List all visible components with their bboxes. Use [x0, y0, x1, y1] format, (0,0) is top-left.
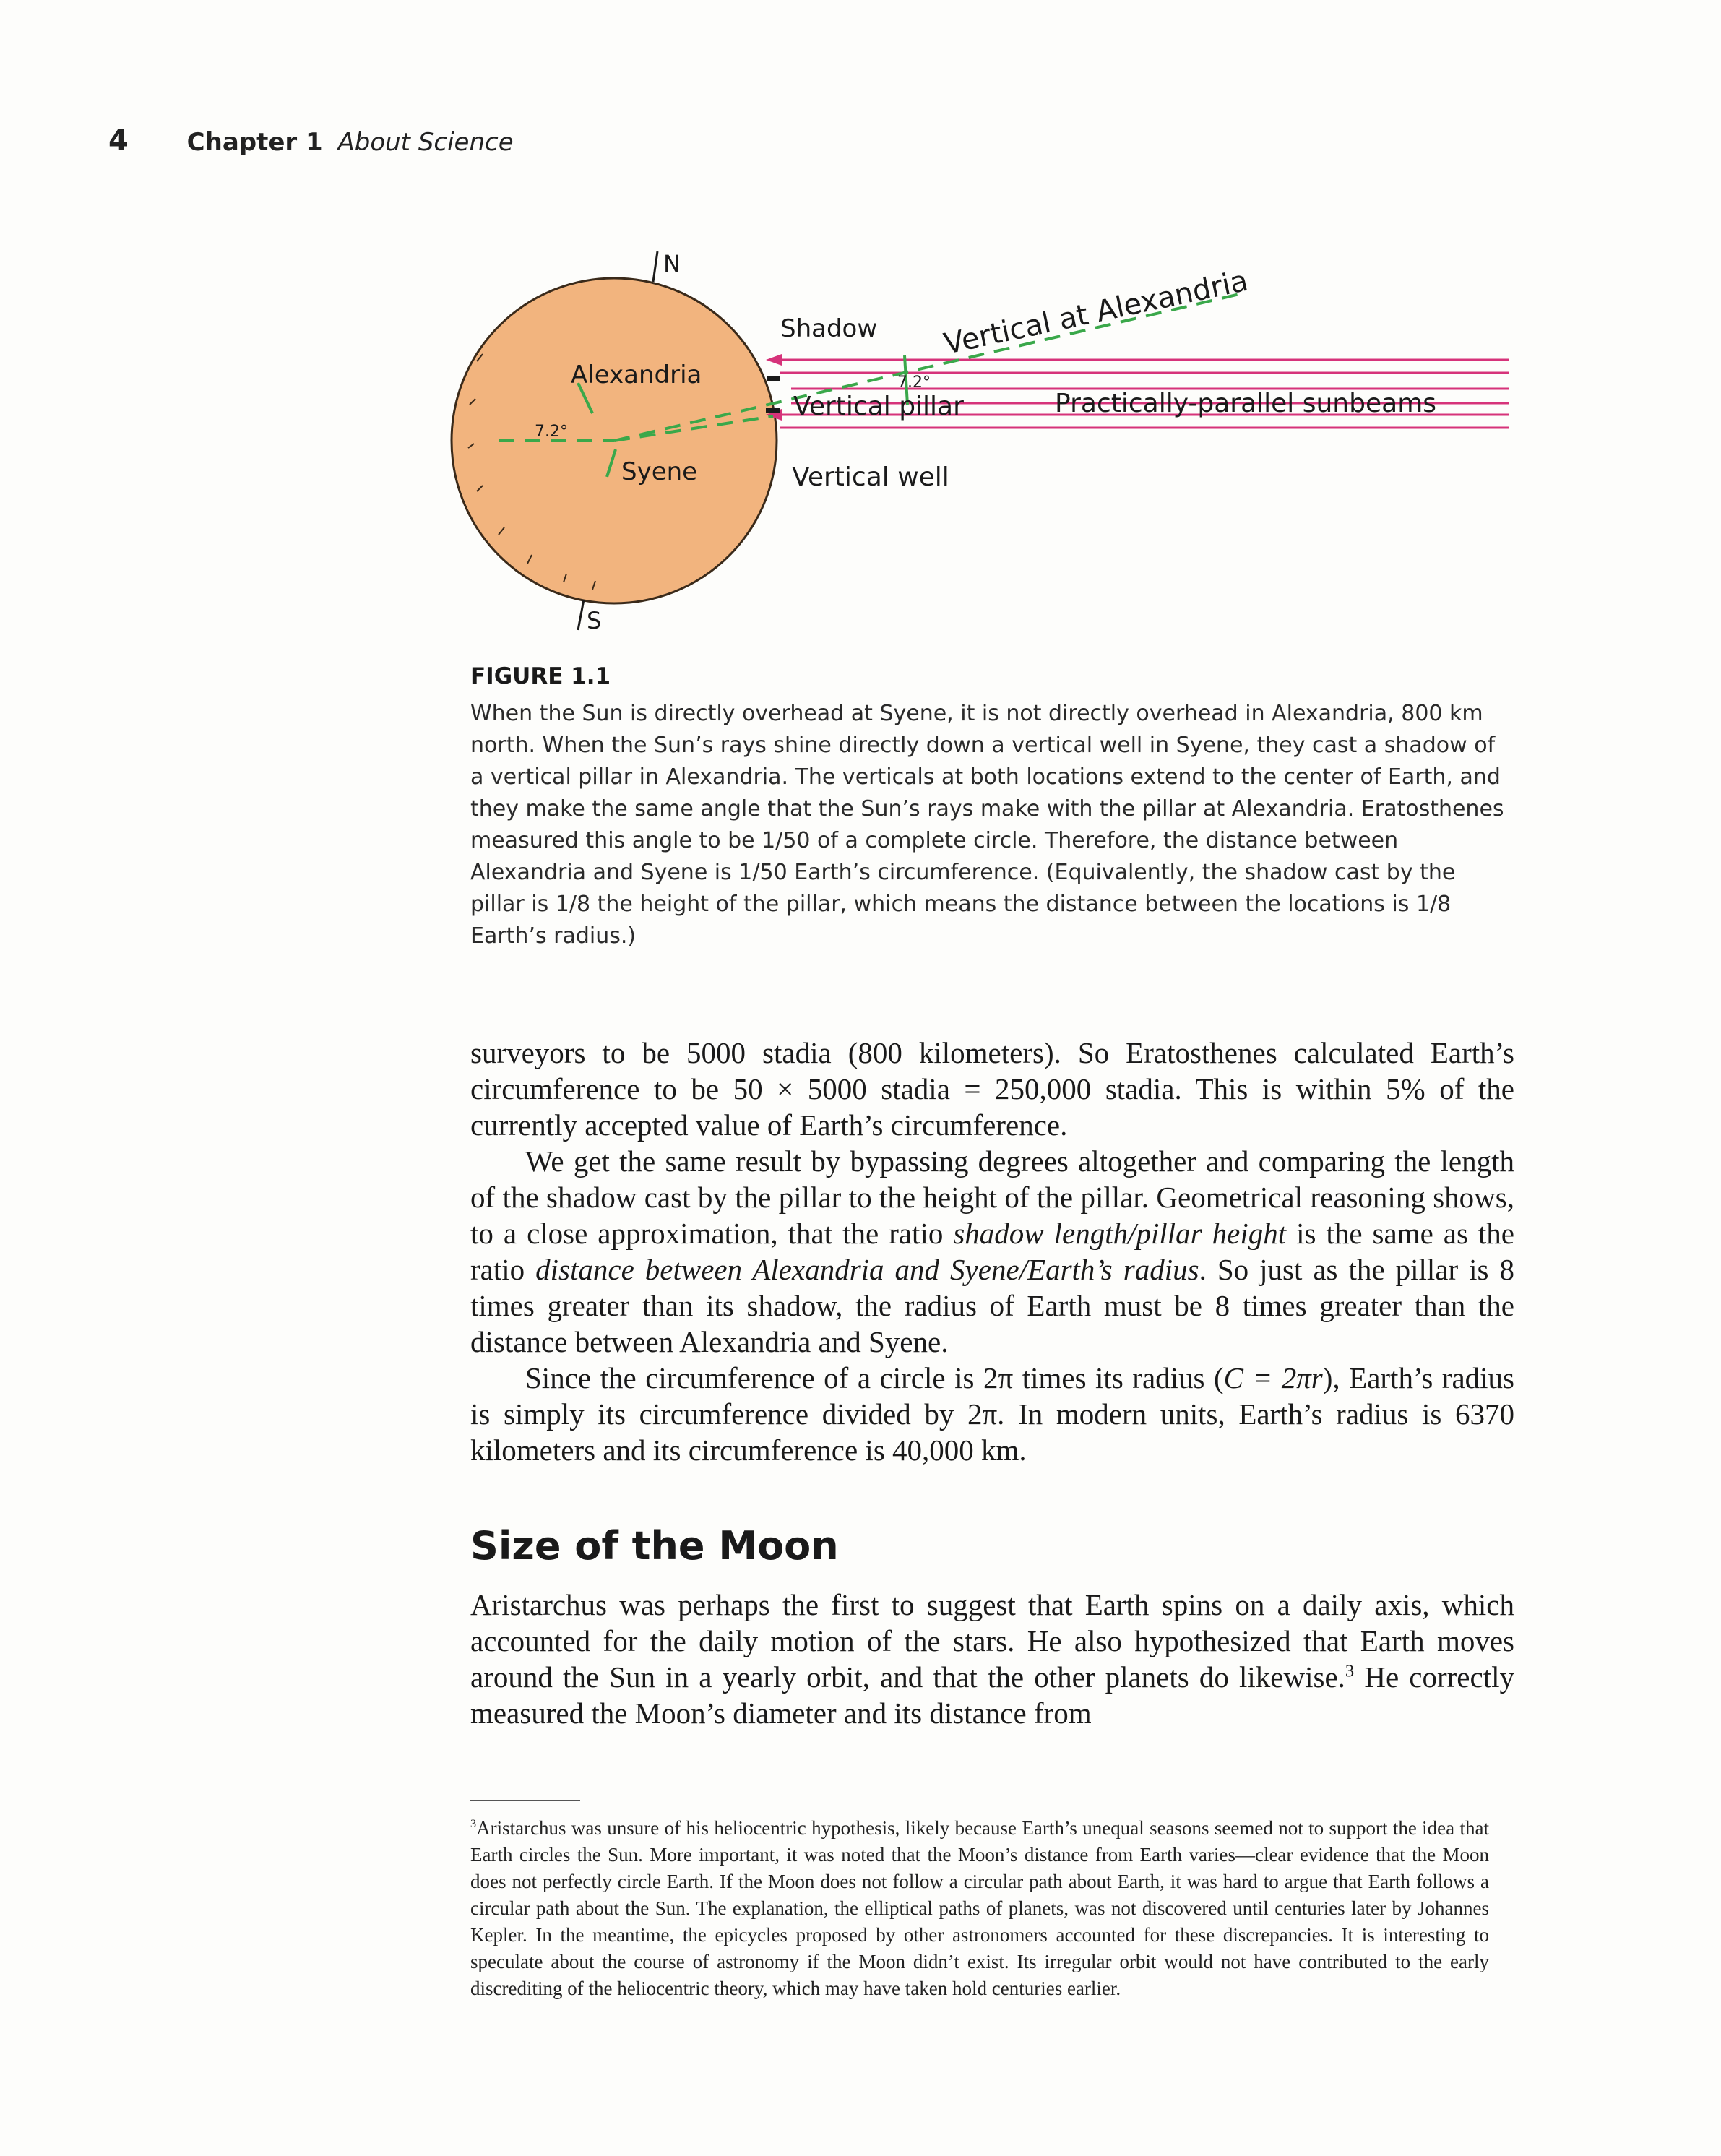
- sunbeams-label: Practically-parallel sunbeams: [1055, 389, 1437, 418]
- paragraph: We get the same result by bypassing degrees altogether and comparing the length of the shadow cast by the pillar to the height of the pillar. Geometrical reasoning shows, to a close approximation, that the ratio shadow length/pillar height is the same as the ratio distance between Alexandria and Syene/Earth’s radius. So just as the pillar is 8 times greater than its shadow, the radius of Earth must be 8 times greater than the distance between Alexandria and Syene.: [470, 1144, 1514, 1358]
- pillar-marker: [767, 376, 780, 381]
- body-text-2: [470, 1587, 1514, 1731]
- section-heading: Size of the Moon: [470, 1523, 839, 1569]
- paragraph: surveyors to be 5000 stadia (800 kilometers). So Eratosthenes calculated Earth’s circumference to be 50 × 5000 stadia = 250,000 stadia. This is within 5% of the currently accepted value of Earth’s circumference.: [470, 1036, 1514, 1142]
- north-label: N: [663, 250, 681, 277]
- footnote-ref: 3: [1345, 1661, 1355, 1681]
- eratosthenes-figure: [448, 231, 1517, 643]
- figure-label: FIGURE 1.1: [470, 663, 611, 689]
- ratio-italic: distance between Alexandria and Syene/Earth’s radius: [535, 1253, 1199, 1286]
- angle-left-label: 7.2°: [535, 423, 568, 441]
- running-head: [108, 124, 514, 158]
- north-axis: [653, 251, 657, 282]
- alexandria-label: Alexandria: [571, 361, 702, 389]
- ratio-italic: shadow length/pillar height: [953, 1217, 1287, 1250]
- paragraph: Since the circumference of a circle is 2π times its radius (C = 2πr), Earth’s radius is simply its circumference divided by 2π. In modern units, Earth’s radius is 6370 kilometers and its circumference is 40,000 km.: [470, 1361, 1515, 1467]
- footnote-rule: [470, 1800, 580, 1801]
- figure-caption-text: When the Sun is directly overhead at Syene, it is not directly overhead in Alexandria, 800 km north. When the Sun’s rays shine directly down a vertical well in Syene, they cast a shadow of a vertical pillar in Alexandria. The verticals at both locations extend to the center of Earth, and they make the same angle that the Sun’s rays make with the pillar at Alexandria. Eratosthenes measured this angle to be 1/50 of a complete circle. Therefore, the distance between Alexandria and Syene is 1/50 Earth’s circumference. (Equivalently, the shadow cast by the pillar is 1/8 the height of the pillar, which means the distance between the locations is 1/8 Earth’s radius.): [470, 701, 1504, 949]
- chapter-label: Chapter 1: [186, 128, 323, 157]
- well-marker: [766, 408, 780, 413]
- south-label: S: [587, 607, 602, 634]
- shadow-label: Shadow: [780, 314, 878, 343]
- body-text-1: [470, 1035, 1514, 1468]
- paragraph: Aristarchus was perhaps the first to suggest that Earth spins on a daily axis, which accounted for the daily motion of the stars. He also hypothesized that Earth moves around the Sun in a yearly orbit, and that the other planets do likewise.$^3$ He correctly measured the Moon’s diameter and its distance from: [470, 1588, 1514, 1730]
- section-title: About Science: [337, 128, 514, 157]
- syene-label: Syene: [621, 457, 698, 486]
- page-number: 4: [108, 124, 129, 158]
- sunbeam-arrow-top: [766, 354, 782, 366]
- footnote-marker: 3: [470, 1817, 477, 1830]
- vertical-at-alexandria-label: Vertical at Alexandria: [941, 264, 1251, 361]
- formula: C = 2πr: [1223, 1361, 1323, 1394]
- footnote-text: Aristarchus was unsure of his heliocentric hypothesis, likely because Earth’s unequal seasons seemed not to support the idea that Earth circles the Sun. More important, it was noted that the Moon’s distance from Earth varies—clear evidence that the Moon does not perfectly circle Earth. If the Moon does not follow a circular path about Earth, it was hard to argue that Earth follows a circular path about the Sun. The explanation, the elliptical paths of planets, was not discovered until centuries later by Johannes Kepler. In the meantime, the epicycles proposed by other astronomers accounted for these discrepancies. It is interesting to speculate about the course of astronomy if the Moon didn’t exist. Its irregular orbit would not have contributed to the early discrediting of the heliocentric theory, which may have taken hold centuries earlier.: [470, 1817, 1489, 1999]
- south-axis: [578, 600, 584, 630]
- figure-caption: [470, 663, 1511, 952]
- vertical-pillar-label: Vertical pillar: [793, 392, 964, 421]
- vertical-well-label: Vertical well: [792, 462, 949, 492]
- footnote: [470, 1815, 1489, 2002]
- angle-top-label: 7.2°: [897, 374, 931, 392]
